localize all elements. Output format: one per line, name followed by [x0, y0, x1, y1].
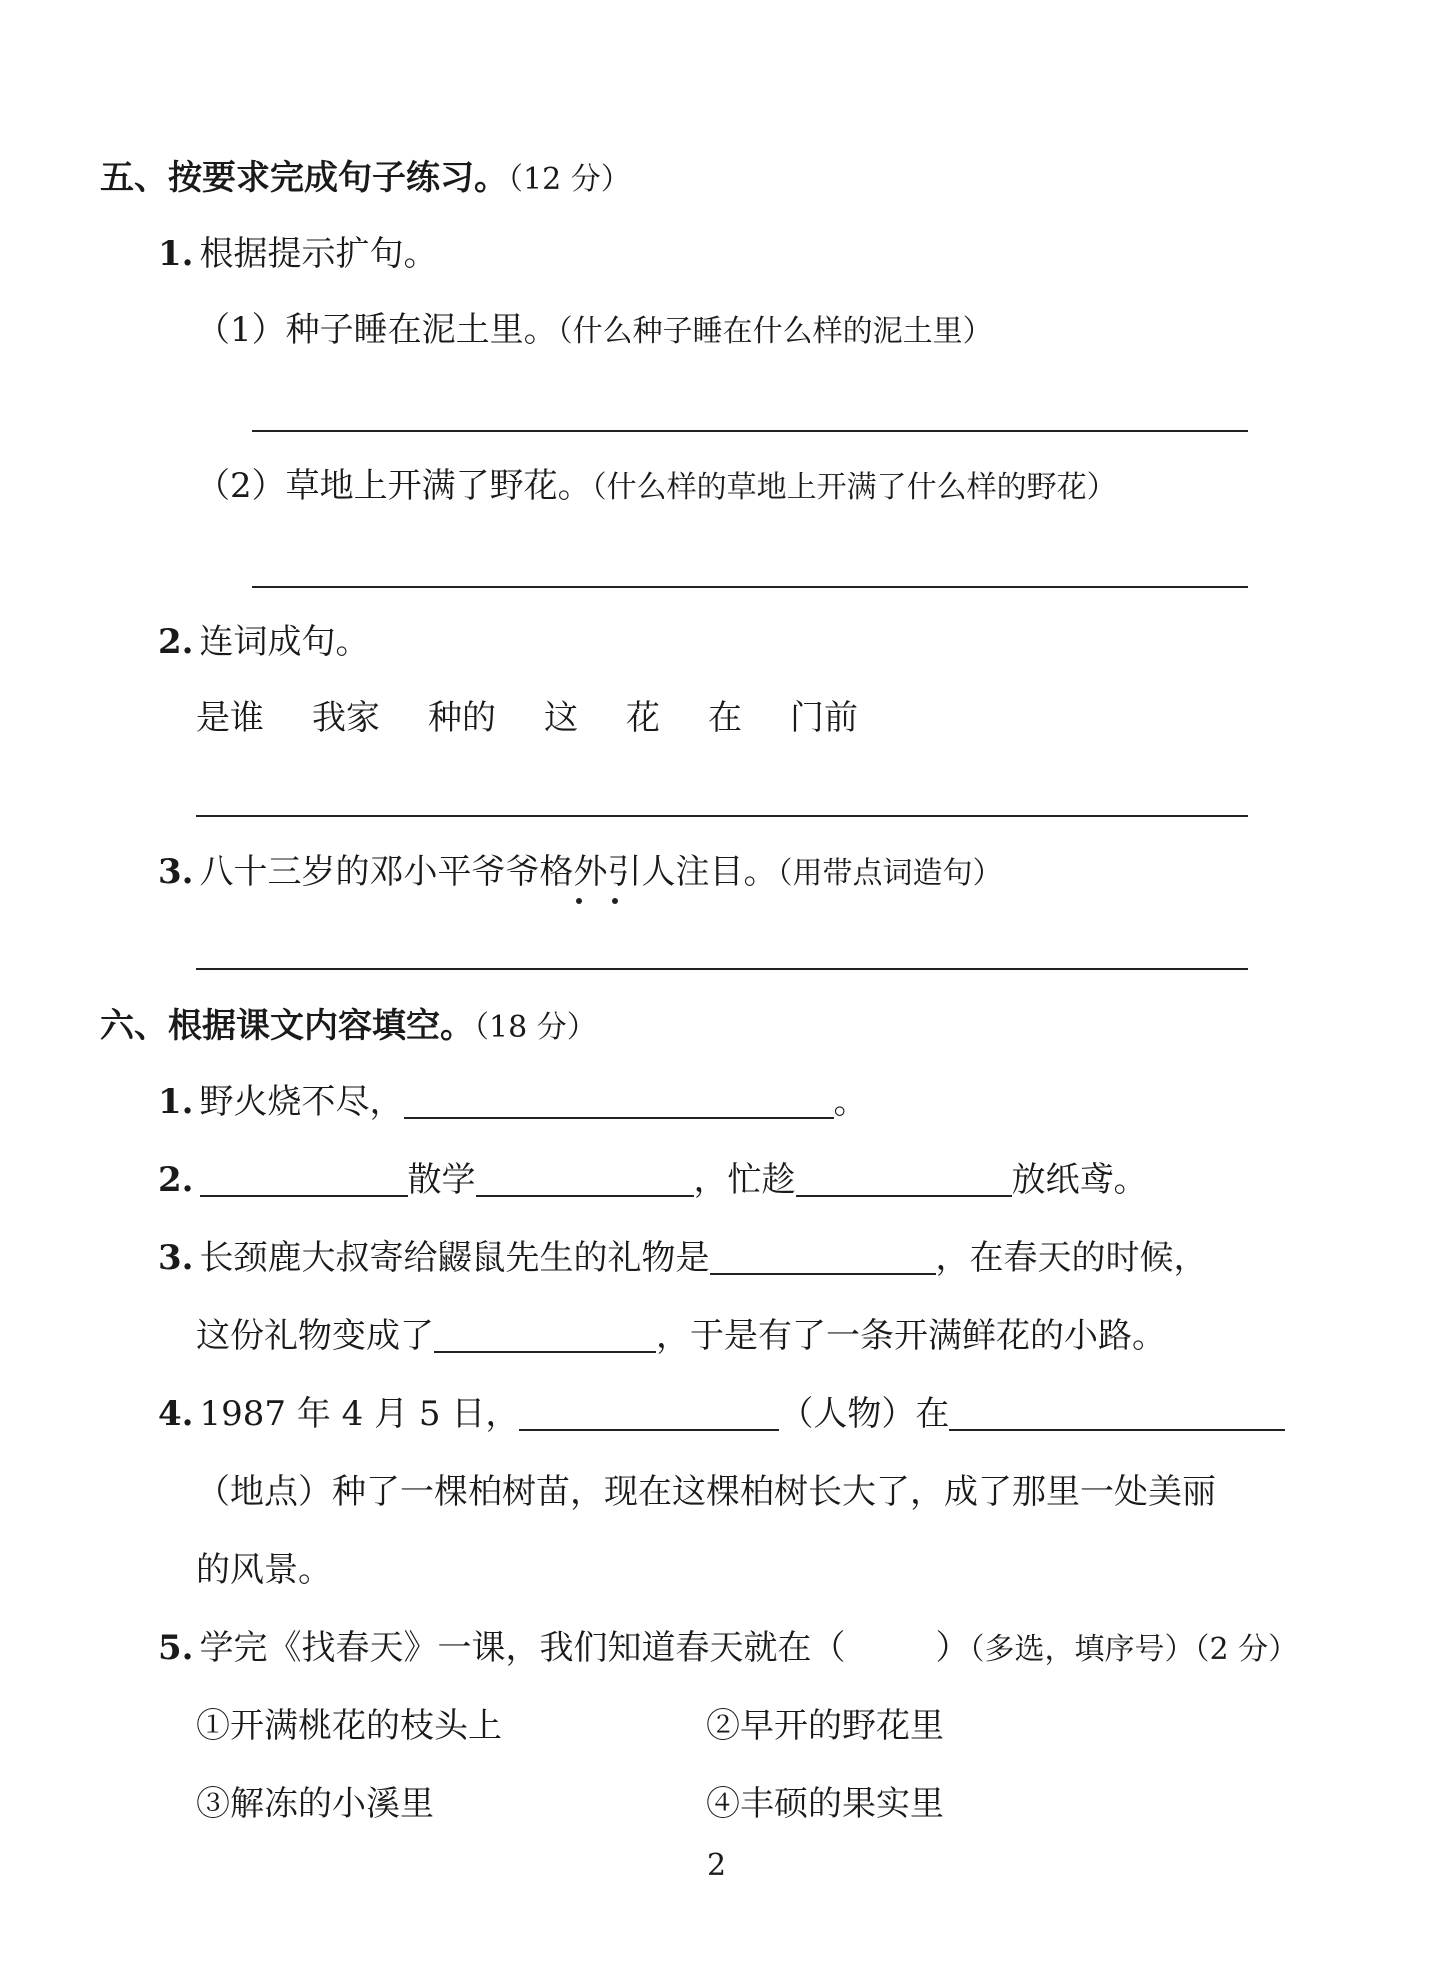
s5-q1-item2 [196, 466, 1117, 508]
s5-q2-prompt [158, 622, 370, 662]
word-item: 花 [626, 698, 660, 738]
question-text: 1987 年 4 月 5 日， [199, 1394, 520, 1434]
question-number: 1. [158, 1082, 194, 1122]
question-number: 3. [158, 852, 194, 892]
item-hint: （什么样的草地上开满了什么样的野花） [591, 470, 1117, 505]
answer-line-s5q1-2[interactable] [252, 586, 1248, 588]
fill-blank[interactable] [434, 1317, 656, 1353]
item-text: 种子睡在泥土里。 [285, 310, 558, 350]
question-text: ） [935, 1628, 970, 1668]
question-text: 野火烧不尽， [199, 1082, 404, 1122]
dotted-word: 格外 [539, 852, 608, 892]
item-text: 草地上开满了野花。 [285, 466, 592, 506]
question-text: 八十三岁的邓小平爷爷 [199, 852, 540, 892]
option-2: ②早开的野花里 [706, 1706, 944, 1746]
question-text: 。 [833, 1082, 868, 1122]
fill-blank[interactable] [200, 1161, 408, 1197]
s6-q4-line3 [196, 1550, 332, 1590]
question-number: 2. [158, 1160, 194, 1200]
s6-q4-line1 [158, 1394, 1285, 1434]
option-1: ①开满桃花的枝头上 [196, 1706, 502, 1746]
answer-line-s5q1-1[interactable] [252, 430, 1248, 432]
question-text: ，在春天的时候， [935, 1238, 1208, 1278]
emphasis-dot [612, 898, 618, 904]
question-text: 放纸鸢。 [1011, 1160, 1148, 1200]
question-text: ，忙趁 [693, 1160, 796, 1200]
s6-q2 [158, 1160, 1148, 1200]
s6-q3-line1 [158, 1238, 1208, 1278]
word-item: 我家 [312, 698, 380, 738]
emphasis-dot [576, 898, 582, 904]
question-number: 5. [158, 1628, 194, 1668]
word-item: 这 [544, 698, 578, 738]
question-hint: （多选，填序号）（2 分） [969, 1632, 1299, 1667]
question-text: ，于是有了一条开满鲜花的小路。 [656, 1316, 1166, 1356]
fill-blank[interactable] [949, 1395, 1285, 1431]
question-text: 散学 [407, 1160, 476, 1200]
s6-q3-line2 [196, 1316, 1166, 1356]
question-text: （地点）种了一棵柏树苗，现在这棵柏树长大了，成了那里一处美丽 [196, 1472, 1216, 1512]
question-text: 这份礼物变成了 [196, 1316, 434, 1356]
question-number: 3. [158, 1238, 194, 1278]
page-number: 2 [706, 1848, 727, 1883]
section5-title: 五、按要求完成句子练习。 [100, 158, 508, 198]
option-4: ④丰硕的果实里 [706, 1784, 944, 1824]
section5-score: （12 分） [508, 162, 631, 197]
word-item: 是谁 [196, 698, 264, 738]
fill-blank[interactable] [404, 1083, 834, 1119]
item-hint: （什么种子睡在什么样的泥土里） [557, 314, 993, 349]
question-number: 2. [158, 622, 194, 662]
fill-blank[interactable] [796, 1161, 1012, 1197]
s6-q4-line2 [196, 1472, 1216, 1512]
question-text: 根据提示扩句。 [199, 234, 438, 274]
section6-score: （18 分） [474, 1010, 597, 1045]
s6-q5 [158, 1628, 1298, 1670]
section6-title: 六、根据课文内容填空。 [100, 1006, 474, 1046]
answer-line-s5q2[interactable] [196, 815, 1248, 817]
s6-q1 [158, 1082, 868, 1122]
fill-blank[interactable] [476, 1161, 694, 1197]
word-list [196, 698, 906, 738]
word-item: 门前 [790, 698, 858, 738]
s5-q3-prompt [158, 852, 1003, 894]
word-item: 在 [708, 698, 742, 738]
s5-q1-item1 [196, 310, 993, 352]
fill-blank[interactable] [519, 1395, 779, 1431]
item-label: （2） [196, 466, 286, 506]
question-hint: （用带点词造句） [777, 856, 1003, 891]
question-text: 学完《找春天》一课，我们知道春天就在（ [199, 1628, 846, 1668]
question-text: 引人注目。 [607, 852, 778, 892]
fill-blank[interactable] [710, 1239, 936, 1275]
question-text: 长颈鹿大叔寄给鼹鼠先生的礼物是 [199, 1238, 710, 1278]
word-item: 种的 [428, 698, 496, 738]
question-text: 连词成句。 [199, 622, 370, 662]
option-3: ③解冻的小溪里 [196, 1784, 434, 1824]
section6-heading [100, 1006, 597, 1048]
section5-heading [100, 158, 631, 200]
question-number: 1. [158, 234, 194, 274]
question-text: （人物）在 [779, 1394, 950, 1434]
question-number: 4. [158, 1394, 194, 1434]
answer-line-s5q3[interactable] [196, 968, 1248, 970]
s5-q1-prompt [158, 234, 438, 274]
question-text: 的风景。 [196, 1550, 332, 1590]
item-label: （1） [196, 310, 286, 350]
